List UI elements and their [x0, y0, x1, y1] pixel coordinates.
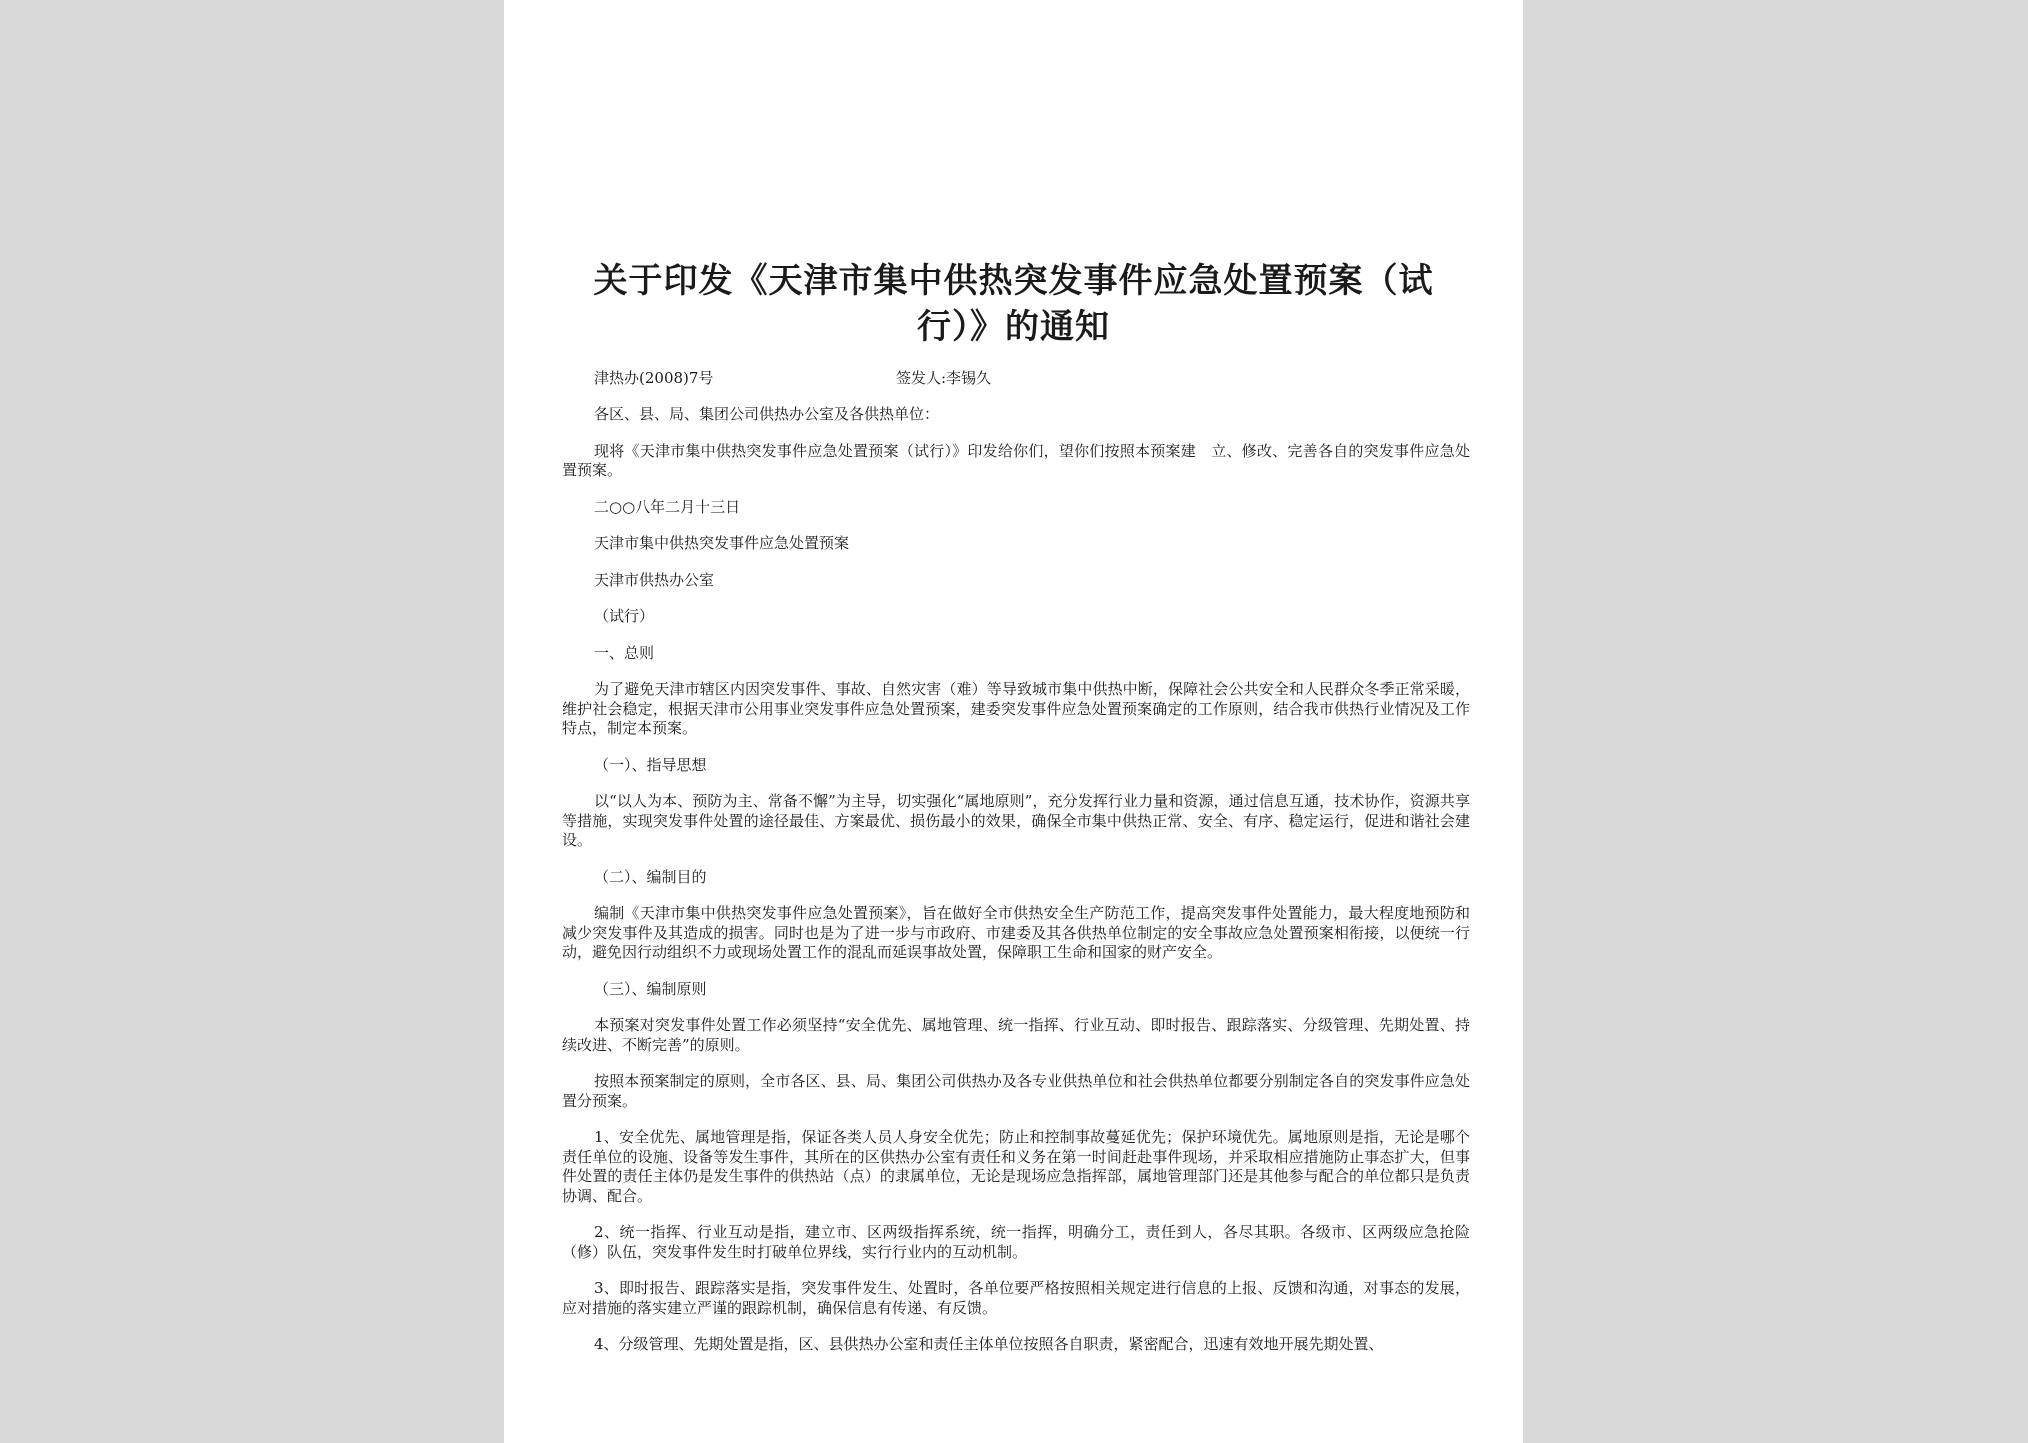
paragraph: 现将《天津市集中供热突发事件应急处置预案（试行）》印发给你们，望你们按照本预案建 立、修改、完善各自的突发事件应急处置预案。 [562, 441, 1470, 479]
section-heading: （一）、指导思想 [594, 755, 707, 774]
document-number: 津热办(2008)7号 [594, 369, 714, 387]
paragraph: 1、安全优先、属地管理是指，保证各类人员人身安全优先；防止和控制事故蔓延优先；保护环境优先。属地原则是指，无论是哪个责任单位的设施、设备等发生事件，其所在的区供热办公室有责任和义务在第一时间赶赴事件现场，并采取相应措施防止事态扩大，但事件处置的责任主体仍是发生事件的供热站（点）的隶属单位，无论是现场应急指挥部，属地管理部门还是其他参与配合的单位都只是负责协调、配合。 [562, 1128, 1470, 1205]
paragraph-issuer: 天津市供热办公室 [594, 570, 715, 589]
document-title: 关于印发《天津市集中供热突发事件应急处置预案（试行）》的通知 [593, 261, 1434, 347]
paragraph-plan-name: 天津市集中供热突发事件应急处置预案 [594, 534, 850, 552]
document-body [562, 405, 1470, 1372]
paragraph: 3、即时报告、跟踪落实是指，突发事件发生、处置时，各单位要严格按照相关规定进行信息的上报、反馈和沟通，对事态的发展，应对措施的落实建立严谨的跟踪机制，确保信息有传递、有反馈。 [562, 1279, 1470, 1317]
paragraph: 以“以人为本、预防为主、常备不懈”为主导，切实强化“属地原则”，充分发挥行业力量和资源，通过信息互通，技术协作，资源共享等措施，实现突发事件处置的途径最佳、方案最优、损伤最小的效果，确保全市集中供热正常、安全、有序、稳定运行，促进和谐社会建设。 [562, 792, 1470, 849]
paragraph: 为了避免天津市辖区内因突发事件、事故、自然灾害（难）等导致城市集中供热中断，保障社会公共安全和人民群众冬季正常采暖，维护社会稳定，根据天津市公用事业突发事件应急处置预案，建委突发事件应急处置预案确定的工作原则，结合我市供热行业情况及工作特点，制定本预案。 [562, 680, 1470, 737]
paragraph: 2、统一指挥、行业互动是指，建立市、区两级指挥系统，统一指挥，明确分工，责任到人，各尽其职。各级市、区两级应急抢险（修）队伍，突发事件发生时打破单位界线，实行行业内的互动机制。 [562, 1223, 1470, 1261]
paragraph-addressee: 各区、县、局、集团公司供热办公室及各供热单位： [594, 405, 940, 423]
paragraph-trial: （试行） [594, 607, 655, 625]
document-signer: 签发人:李锡久 [896, 369, 992, 387]
paragraph: 按照本预案制定的原则，全市各区、县、局、集团公司供热办及各专业供热单位和社会供热单位都要分别制定各自的突发事件应急处置分预案。 [562, 1072, 1470, 1110]
document-page [504, 0, 1523, 1443]
section-heading: （二）、编制目的 [594, 867, 707, 886]
paragraph: 本预案对突发事件处置工作必须坚持“安全优先、属地管理、统一指挥、行业互动、即时报告、跟踪落实、分级管理、先期处置、持续改进、不断完善”的原则。 [562, 1016, 1470, 1054]
paragraph: 4、分级管理、先期处置是指，区、县供热办公室和责任主体单位按照各自职责，紧密配合，迅速有效地开展先期处置、 [594, 1335, 1384, 1353]
section-heading: 一、总则 [594, 643, 655, 662]
paragraph-date: 二○○八年二月十三日 [594, 497, 741, 516]
paragraph: 编制《天津市集中供热突发事件应急处置预案》，旨在做好全市供热安全生产防范工作，提高突发事件处置能力，最大程度地预防和减少突发事件及其造成的损害。同时也是为了进一步与市政府、市建委及其各供热单位制定的安全事故应急处置预案相衔接，以便统一行动，避免因行动组织不力或现场处置工作的混乱而延误事故处置，保障职工生命和国家的财产安全。 [562, 904, 1470, 961]
section-heading: （三）、编制原则 [594, 979, 707, 998]
